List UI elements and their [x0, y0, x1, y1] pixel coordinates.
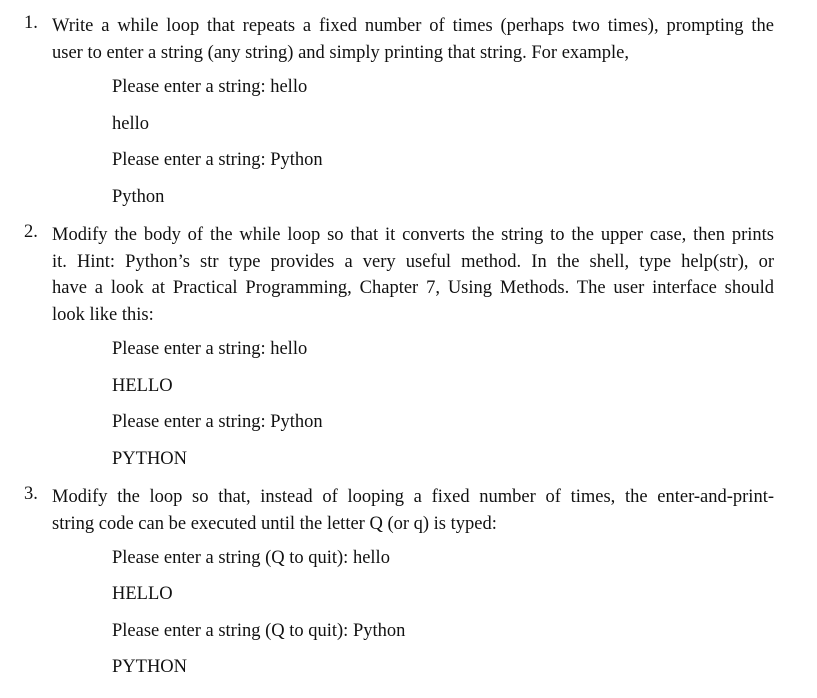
example-output: HELLO	[112, 584, 173, 604]
cropped-text-fragment	[105, 0, 525, 2]
example-prompt: Please enter a string: hello	[112, 339, 308, 359]
text-line: have a look at Practical Programming, Chapter 7, Using Methods. The user interface should	[52, 278, 774, 298]
text-line: look like this:	[52, 304, 154, 325]
example-output: PYTHON	[112, 657, 188, 677]
example-prompt: Please enter a string: hello	[112, 77, 308, 97]
item-number: 2.	[24, 222, 38, 242]
exercise-text	[52, 13, 774, 66]
example-output: PYTHON	[112, 449, 188, 469]
item-number: 3.	[24, 484, 38, 504]
text-line: Modify the body of the while loop so that it converts the string to the upper case, then prints	[52, 225, 774, 245]
text-line: Write a while loop that repeats a fixed number of times (perhaps two times), prompting the	[52, 16, 774, 36]
example-prompt: Please enter a string (Q to quit): Python	[112, 621, 406, 641]
text-line: it. Hint: Python’s str type provides a very useful method. In the shell, type help(str), or	[52, 251, 774, 272]
example-output: Python	[112, 187, 165, 207]
example-output: hello	[112, 114, 149, 134]
text-line: string code can be executed until the letter Q (or q) is typed:	[52, 513, 497, 534]
text-line: user to enter a string (any string) and simply printing that string. For example,	[52, 42, 629, 63]
item-number: 1.	[24, 13, 38, 33]
example-output: HELLO	[112, 376, 173, 396]
example-prompt: Please enter a string (Q to quit): hello	[112, 548, 390, 568]
example-prompt: Please enter a string: Python	[112, 412, 323, 432]
text-line: Modify the loop so that, instead of looping a fixed number of times, the enter-and-print-	[52, 487, 774, 507]
exercise-text	[52, 222, 774, 328]
exercise-text	[52, 484, 774, 537]
example-prompt: Please enter a string: Python	[112, 150, 323, 170]
